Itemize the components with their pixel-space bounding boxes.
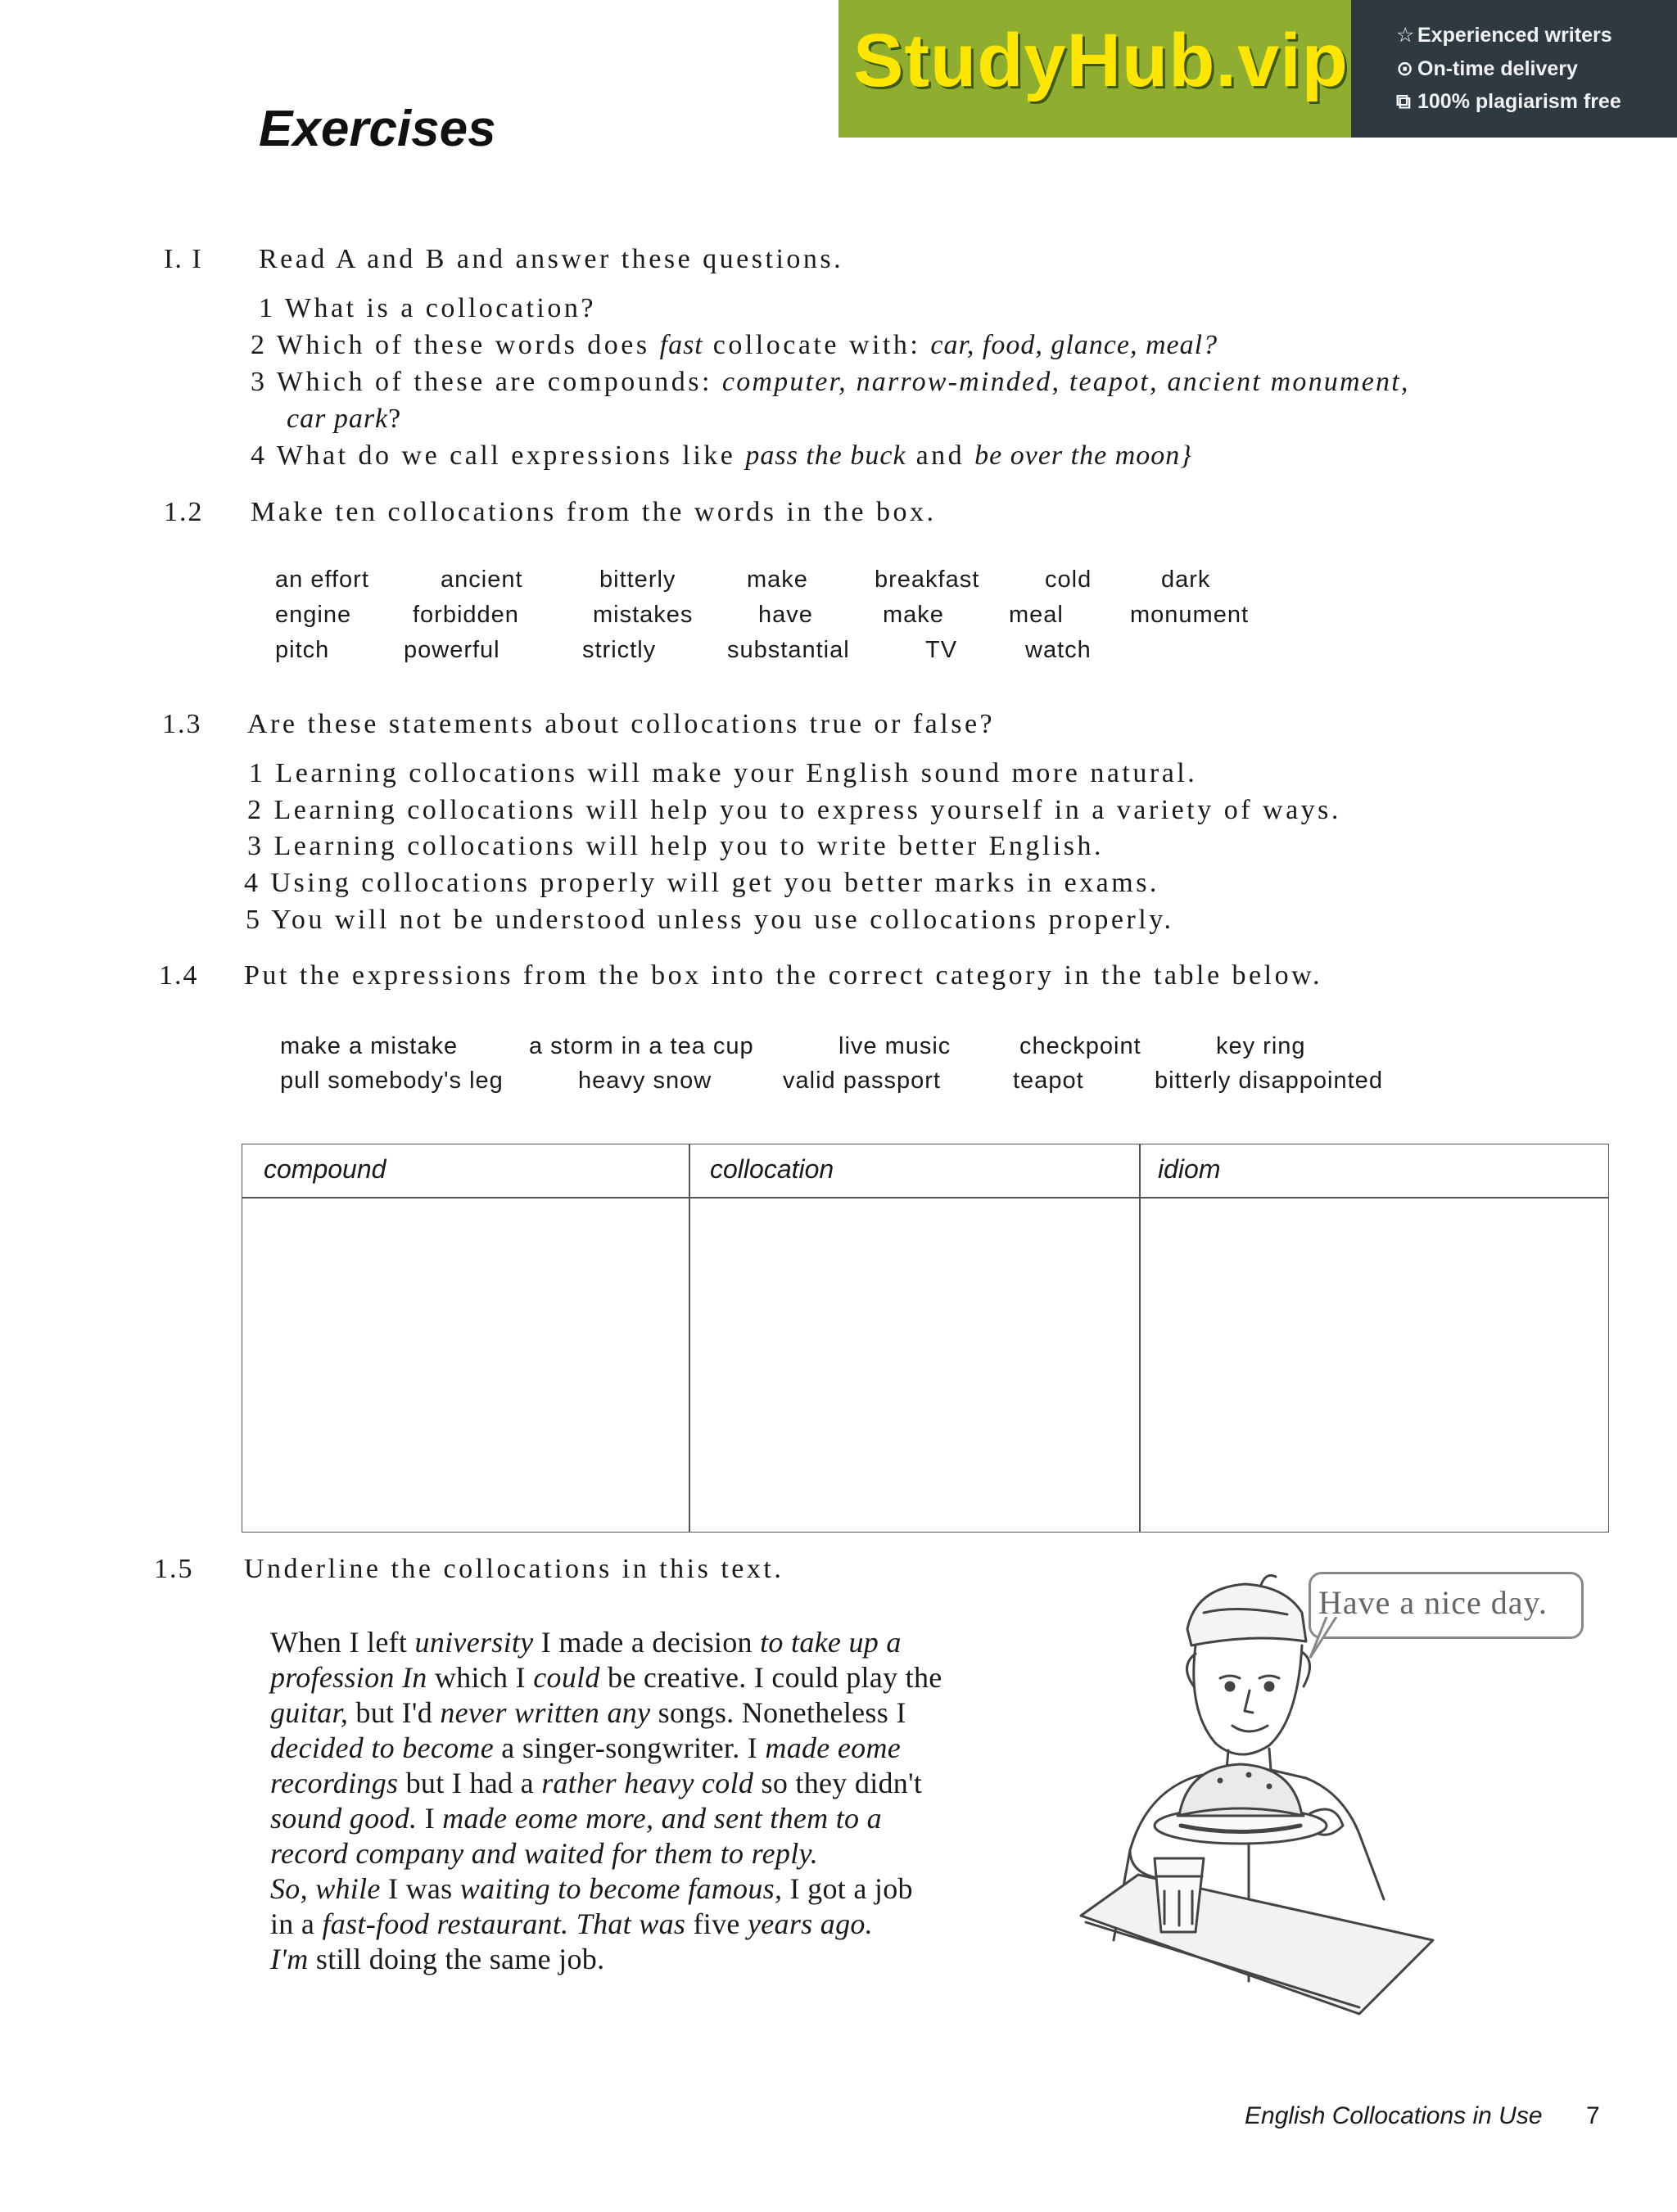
word-box-item: forbidden	[413, 602, 519, 628]
statement-3: 3 Learning collocations will help you to write better English.	[247, 831, 1105, 861]
book-title-footer: English Collocations in Use	[1245, 2102, 1543, 2129]
exercise-1-5-instruction: Underline the collocations in this text.	[244, 1554, 784, 1584]
page-number: 7	[1586, 2102, 1600, 2129]
word-box-item: have	[758, 602, 813, 628]
text-segment: fast-food restaurant. That was	[322, 1907, 686, 1940]
text-line	[270, 1695, 906, 1730]
text-segment: so they didn't	[753, 1767, 923, 1799]
exercise-1-2-number: 1.2	[164, 497, 204, 527]
text-line	[270, 1660, 942, 1695]
question-3: 3 Which of these are compounds: computer, narrow-minded, teapot, ancient monument,	[251, 367, 1410, 397]
word-box-item: ancient	[441, 567, 523, 593]
text-segment: years ago.	[748, 1907, 873, 1940]
text-segment: made eome more, and sent them to a	[442, 1802, 882, 1835]
exercise-1-5-number: 1.5	[154, 1554, 194, 1584]
question-4: 4 What do we call expressions like pass the buck and be over the moon}	[251, 440, 1192, 471]
text-segment: I'm	[270, 1943, 309, 1975]
text-line	[270, 1766, 922, 1800]
statement-1: 1 Learning collocations will make your English sound more natural.	[249, 758, 1198, 788]
text-segment: made eome	[765, 1731, 902, 1764]
text-line	[270, 1731, 901, 1765]
word-box-item: bitterly	[599, 567, 676, 593]
expression-box-item: checkpoint	[1019, 1033, 1141, 1059]
word-box-item: make	[883, 602, 944, 628]
statement-2: 2 Learning collocations will help you to express yourself in a variety of ways.	[247, 795, 1341, 825]
expression-box-item: make a mistake	[280, 1033, 459, 1059]
word-box-item: strictly	[582, 637, 657, 663]
expression-box-item: teapot	[1013, 1068, 1084, 1094]
word-box-item: TV	[925, 637, 958, 663]
text-segment: but I had a	[398, 1767, 542, 1799]
word-box-item: pitch	[275, 637, 330, 663]
text-line	[270, 1625, 902, 1659]
feature-on-time-delivery: ⊙ On-time delivery	[1396, 57, 1578, 80]
exercise-1-3-number: 1.3	[162, 709, 202, 739]
expression-box-item: valid passport	[783, 1068, 941, 1094]
exercise-1-1-instruction: Read A and B and answer these questions.	[259, 244, 844, 274]
word-box-item: engine	[275, 602, 352, 628]
word-box-item: powerful	[404, 637, 500, 663]
exercise-1-3-instruction: Are these statements about collocations true or false?	[247, 709, 996, 739]
text-segment: When I left	[270, 1626, 415, 1659]
word-box-item: an effort	[275, 567, 369, 593]
exercise-1-2-instruction: Make ten collocations from the words in the box.	[251, 497, 937, 527]
exercise-1-1-number: I. I	[164, 244, 203, 274]
text-segment: rather heavy cold	[541, 1767, 754, 1799]
expression-box-item: key ring	[1216, 1033, 1306, 1059]
question-3-continued: car park?	[287, 404, 404, 434]
text-segment: to take up a	[760, 1626, 902, 1659]
word-box-item: cold	[1045, 567, 1092, 593]
speech-bubble-text: Have a nice day.	[1318, 1584, 1548, 1621]
category-table	[242, 1144, 1609, 1533]
exercise-1-4-number: 1.4	[159, 960, 199, 991]
text-segment: recordings	[270, 1767, 399, 1799]
speech-bubble-tail	[1302, 1617, 1351, 1666]
text-segment: I was	[380, 1872, 460, 1905]
question-1: 1 What is a collocation?	[259, 293, 596, 323]
table-header-divider	[242, 1197, 1608, 1199]
expression-box-item: live music	[838, 1033, 952, 1059]
page-title: Exercises	[259, 101, 496, 157]
expression-box-item: bitterly disappointed	[1155, 1068, 1383, 1094]
question-2: 2 Which of these words does fast collocate with: car, food, glance, meal?	[251, 330, 1218, 360]
text-segment: be creative. I could play the	[599, 1661, 942, 1694]
expression-box-item: a storm in a tea cup	[529, 1033, 754, 1059]
text-segment: So, while	[270, 1872, 381, 1905]
text-segment: in a	[270, 1907, 323, 1940]
text-segment: never written any	[440, 1696, 651, 1729]
text-segment: university	[414, 1626, 534, 1659]
text-segment: songs. Nonetheless I	[650, 1696, 906, 1729]
text-segment: I got a job	[782, 1872, 913, 1905]
text-segment: I made a decision	[533, 1626, 761, 1659]
text-segment: sound good.	[270, 1802, 418, 1835]
text-line	[270, 1836, 818, 1871]
copy-icon: ⧉	[1396, 90, 1411, 113]
text-segment: guitar,	[270, 1696, 349, 1729]
word-box-item: meal	[1009, 602, 1064, 628]
studyhub-logo[interactable]: StudyHub.vip	[853, 19, 1349, 102]
expression-box-item: pull somebody's leg	[280, 1068, 504, 1094]
word-box-item: dark	[1161, 567, 1211, 593]
text-line	[270, 1942, 604, 1976]
text-segment: still doing the same job.	[308, 1943, 605, 1975]
statement-5: 5 You will not be understood unless you use collocations properly.	[246, 905, 1174, 935]
feature-plagiarism-free: ⧉ 100% plagiarism free	[1396, 90, 1621, 113]
star-icon: ☆	[1396, 24, 1415, 47]
statement-4: 4 Using collocations properly will get you better marks in exams.	[244, 868, 1159, 898]
text-segment: record company and waited for them to reply.	[270, 1837, 819, 1870]
expression-box-item: heavy snow	[578, 1068, 712, 1094]
text-line	[270, 1801, 882, 1835]
column-divider	[689, 1144, 690, 1532]
text-segment: five	[685, 1907, 748, 1940]
word-box-item: make	[747, 567, 808, 593]
clock-icon: ⊙	[1396, 57, 1413, 80]
text-segment: I	[417, 1802, 443, 1835]
exercise-1-4-instruction: Put the expressions from the box into the correct category in the table below.	[244, 960, 1322, 991]
text-segment: a singer-songwriter. I	[493, 1731, 766, 1764]
text-line	[270, 1907, 873, 1941]
word-box-item: mistakes	[593, 602, 694, 628]
text-segment: which I	[427, 1661, 534, 1694]
column-header-compound: compound	[264, 1154, 386, 1184]
column-header-idiom: idiom	[1158, 1154, 1221, 1184]
text-segment: but I'd	[348, 1696, 441, 1729]
text-segment: profession In	[270, 1661, 427, 1694]
word-box-item: substantial	[727, 637, 850, 663]
text-segment: waiting to become famous,	[459, 1872, 783, 1905]
column-header-collocation: collocation	[710, 1154, 834, 1184]
feature-experienced-writers: ☆ Experienced writers	[1396, 24, 1612, 47]
word-box-item: watch	[1025, 637, 1092, 663]
word-box-item: monument	[1130, 602, 1250, 628]
word-box-item: breakfast	[875, 567, 980, 593]
column-divider	[1139, 1144, 1141, 1532]
text-line	[270, 1871, 913, 1906]
text-segment: could	[533, 1661, 600, 1694]
text-segment: decided to become	[270, 1731, 494, 1764]
